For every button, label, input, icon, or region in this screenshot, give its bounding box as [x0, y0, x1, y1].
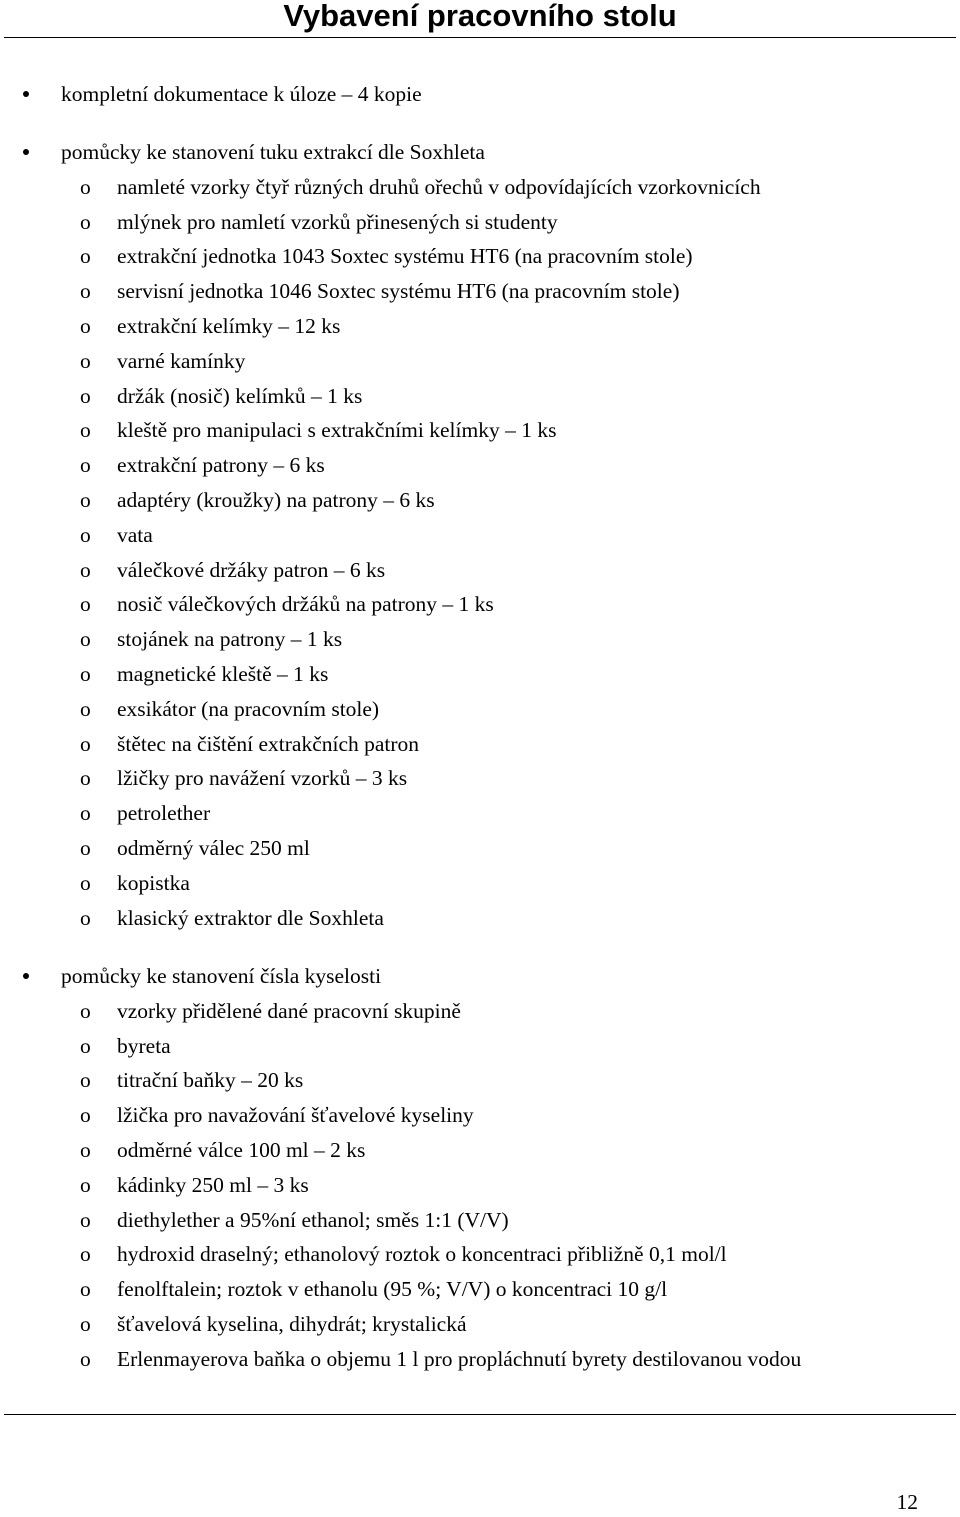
- list-item: [0, 1307, 960, 1342]
- list-item-text: varné kamínky: [117, 348, 246, 373]
- list-item-text: fenolftalein; roztok v ethanolu (95 %; V/V) o koncentraci 10 g/l: [117, 1277, 668, 1302]
- list-item: [0, 170, 960, 205]
- list-item-text: extrakční kelímky – 12 ks: [117, 313, 341, 338]
- section-heading-text: pomůcky ke stanovení čísla kyselosti: [61, 964, 382, 988]
- list-item-text: hydroxid draselný; ethanolový roztok o koncentraci přibližně 0,1 mol/l: [117, 1242, 727, 1267]
- list-item: [0, 274, 960, 309]
- list-item: [0, 1342, 960, 1377]
- list-item: [0, 831, 960, 866]
- list-item: [0, 761, 960, 796]
- list-item-text: titrační baňky – 20 ks: [117, 1068, 304, 1093]
- circle-bullet-icon: o: [80, 1311, 91, 1336]
- list-item: [0, 239, 960, 274]
- list-item-text: kádinky 250 ml – 3 ks: [117, 1172, 309, 1197]
- page-number: 12: [896, 1490, 918, 1514]
- list-item-text: klasický extraktor dle Soxhleta: [117, 905, 384, 930]
- circle-bullet-icon: o: [80, 592, 91, 617]
- circle-bullet-icon: o: [80, 557, 91, 582]
- list-item: [0, 309, 960, 344]
- section-acidity: [0, 959, 960, 1377]
- section-heading-text: kompletní dokumentace k úloze – 4 kopie: [61, 82, 422, 106]
- list-item: [0, 379, 960, 414]
- circle-bullet-icon: o: [80, 627, 91, 652]
- circle-bullet-icon: o: [80, 383, 91, 408]
- page-title: Vybavení pracovního stolu: [283, 0, 677, 33]
- bullet-icon: [23, 973, 29, 979]
- circle-bullet-icon: o: [80, 731, 91, 756]
- header-divider: [4, 37, 956, 38]
- list-item: [0, 553, 960, 588]
- list-item-text: magnetické kleště – 1 ks: [117, 661, 329, 686]
- list-item-text: diethylether a 95%ní ethanol; směs 1:1 (V/V): [117, 1207, 509, 1232]
- circle-bullet-icon: o: [80, 1277, 91, 1302]
- list-item-text: byreta: [117, 1033, 171, 1058]
- circle-bullet-icon: o: [80, 870, 91, 895]
- list-item-text: namleté vzorky čtyř různých druhů ořechů v odpovídajících vzorkovnicích: [117, 174, 761, 199]
- list-item-text: kopistka: [117, 870, 190, 895]
- list-item-text: vzorky přidělené dané pracovní skupině: [117, 998, 461, 1023]
- list-item: [0, 205, 960, 240]
- list-item: [0, 901, 960, 936]
- list-item-text: nosič válečkových držáků na patrony – 1 ks: [117, 592, 494, 617]
- list-item: [0, 866, 960, 901]
- list-item: [0, 1098, 960, 1133]
- list-item: [0, 1029, 960, 1064]
- circle-bullet-icon: o: [80, 1242, 91, 1267]
- section-documentation: [0, 77, 960, 112]
- circle-bullet-icon: o: [80, 696, 91, 721]
- list-item-text: extrakční patrony – 6 ks: [117, 453, 325, 478]
- circle-bullet-icon: o: [80, 487, 91, 512]
- list-item-text: exsikátor (na pracovním stole): [117, 696, 380, 721]
- circle-bullet-icon: o: [80, 766, 91, 791]
- list-item-text: stojánek na patrony – 1 ks: [117, 627, 343, 652]
- circle-bullet-icon: o: [80, 418, 91, 443]
- list-item: [0, 344, 960, 379]
- item-list: [0, 994, 960, 1377]
- bullet-icon: [23, 149, 29, 155]
- list-item: [0, 727, 960, 762]
- list-item: [0, 587, 960, 622]
- circle-bullet-icon: o: [80, 1137, 91, 1162]
- section-heading-text: pomůcky ke stanovení tuku extrakcí dle Soxhleta: [61, 140, 485, 164]
- list-item: [0, 1237, 960, 1272]
- circle-bullet-icon: o: [80, 998, 91, 1023]
- list-item: [0, 1168, 960, 1203]
- list-item-text: šťavelová kyselina, dihydrát; krystalická: [117, 1311, 467, 1336]
- list-item-text: štětec na čištění extrakčních patron: [117, 731, 420, 756]
- item-list: [0, 170, 960, 936]
- list-item: [0, 518, 960, 553]
- circle-bullet-icon: o: [80, 1346, 91, 1371]
- circle-bullet-icon: o: [80, 661, 91, 686]
- circle-bullet-icon: o: [80, 1103, 91, 1128]
- circle-bullet-icon: o: [80, 1033, 91, 1058]
- list-item-text: odměrné válce 100 ml – 2 ks: [117, 1137, 366, 1162]
- list-item-text: Erlenmayerova baňka o objemu 1 l pro propláchnutí byrety destilovanou vodou: [117, 1346, 802, 1371]
- circle-bullet-icon: o: [80, 1207, 91, 1232]
- circle-bullet-icon: o: [80, 835, 91, 860]
- circle-bullet-icon: o: [80, 905, 91, 930]
- circle-bullet-icon: o: [80, 522, 91, 547]
- list-item: [0, 994, 960, 1029]
- circle-bullet-icon: o: [80, 174, 91, 199]
- list-item: [0, 448, 960, 483]
- circle-bullet-icon: o: [80, 279, 91, 304]
- section-soxhlet: [0, 135, 960, 935]
- circle-bullet-icon: o: [80, 209, 91, 234]
- circle-bullet-icon: o: [80, 313, 91, 338]
- section-heading: [0, 959, 960, 994]
- list-item-text: držák (nosič) kelímků – 1 ks: [117, 383, 363, 408]
- list-item-text: lžičky pro navážení vzorků – 3 ks: [117, 766, 408, 791]
- circle-bullet-icon: o: [80, 244, 91, 269]
- circle-bullet-icon: o: [80, 1068, 91, 1093]
- list-item: [0, 1272, 960, 1307]
- circle-bullet-icon: o: [80, 453, 91, 478]
- list-item-text: válečkové držáky patron – 6 ks: [117, 557, 386, 582]
- list-item: [0, 1203, 960, 1238]
- section-heading: [0, 77, 960, 112]
- list-item: [0, 483, 960, 518]
- list-item-text: lžička pro navažování šťavelové kyseliny: [117, 1103, 474, 1128]
- list-item: [0, 796, 960, 831]
- bullet-icon: [23, 91, 29, 97]
- list-item-text: petrolether: [117, 801, 211, 826]
- list-item-text: servisní jednotka 1046 Soxtec systému HT6 (na pracovním stole): [117, 279, 680, 304]
- list-item-text: odměrný válec 250 ml: [117, 835, 310, 860]
- list-item-text: vata: [117, 522, 153, 547]
- list-item: [0, 413, 960, 448]
- list-item: [0, 657, 960, 692]
- list-item: [0, 622, 960, 657]
- circle-bullet-icon: o: [80, 801, 91, 826]
- list-item: [0, 1063, 960, 1098]
- list-item-text: extrakční jednotka 1043 Soxtec systému HT6 (na pracovním stole): [117, 244, 693, 269]
- list-item-text: adaptéry (kroužky) na patrony – 6 ks: [117, 487, 435, 512]
- list-item: [0, 692, 960, 727]
- circle-bullet-icon: o: [80, 1172, 91, 1197]
- list-item-text: mlýnek pro namletí vzorků přinesených si studenty: [117, 209, 558, 234]
- circle-bullet-icon: o: [80, 348, 91, 373]
- footer-divider: [4, 1414, 956, 1415]
- list-item-text: kleště pro manipulaci s extrakčními kelímky – 1 ks: [117, 418, 557, 443]
- section-heading: [0, 135, 960, 170]
- list-item: [0, 1133, 960, 1168]
